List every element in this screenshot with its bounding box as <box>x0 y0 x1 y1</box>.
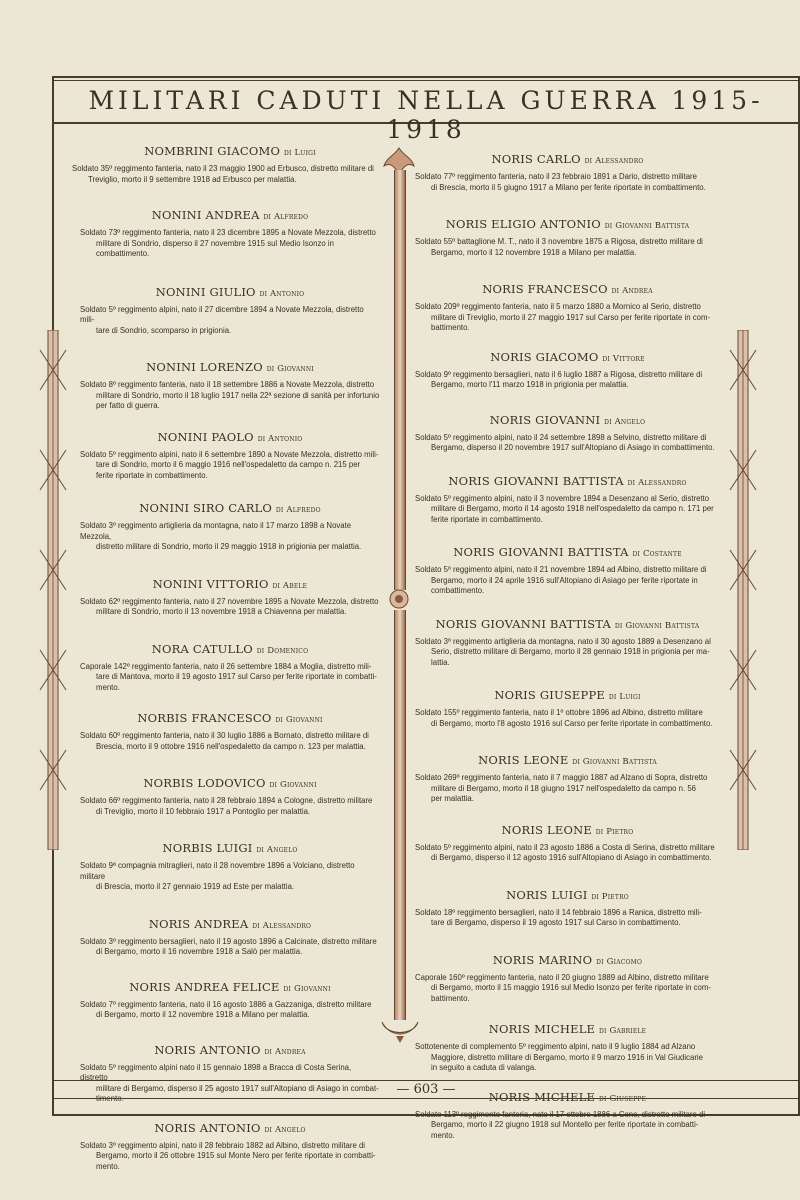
entry <box>415 1022 720 1074</box>
entry <box>415 474 720 526</box>
right-column <box>415 128 720 1141</box>
entry-description: Soldato 3º reggimento artiglieria da montagna, nato il 17 marzo 1898 a Novate Mezzola, distretto militare di Sondrio, morto il 29 maggio 1918 in prigionia per malattia. <box>80 521 362 551</box>
entry <box>80 577 380 618</box>
entry-description: Soldato 5º reggimento alpini, nato il 6 settembre 1890 a Novate Mezzola, distretto mili- tare di Sondrio, morto il 6 maggio 1916 nell'ospedaletto da campo n. 215 per ferite riportate in combattimento. <box>80 449 379 480</box>
entry-name: NORIS LEONE di Pietro <box>501 822 634 837</box>
entry-description: Soldato 209º reggimento fanteria, nato il 5 marzo 1880 a Mornico al Serio, distretto militare di Treviglio, morto il 27 maggio 1917 sul Carso per ferite riportate in com- battimento. <box>415 302 711 332</box>
entry-name: NOMBRINI GIACOMO di Luigi <box>144 144 316 158</box>
entry <box>80 501 380 553</box>
entry-description: Soldato 66º reggimento fanteria, nato il 28 febbraio 1894 a Cologne, distretto militare di Treviglio, morto il 10 febbraio 1917 a Pontoglio per malattia. <box>80 796 373 816</box>
entry-name: NORIS LUIGI di Pietro <box>506 887 629 902</box>
entry-description: Soldato 155º reggimento fanteria, nato il 1º ottobre 1896 ad Albino, distretto militare di Bergamo, morto l'8 agosto 1916 sul Carso per ferite riportate in combattimento. <box>415 708 713 728</box>
entry <box>80 841 380 893</box>
entry-name: NORIS FRANCESCO di Andrea <box>482 282 653 296</box>
entry-description: Soldato 3º reggimento alpini, nato il 28 febbraio 1882 ad Albino, distretto militare di Bergamo, morto il 26 ottobre 1915 sul Monte Nero per ferite riportate in combatti- mento. <box>80 1140 376 1171</box>
entry-name: NORIS GIACOMO di Vittore <box>490 349 645 364</box>
entry-description: Soldato 3º reggimento artiglieria da montagna, nato il 30 agosto 1889 a Desenzano al Serio, distretto militare di Bergamo, morto il 28 gennaio 1918 in prigionia per ma- lattia. <box>415 636 711 667</box>
entry-name: NORA CATULLO di Domenico <box>151 641 309 656</box>
entry <box>415 413 720 454</box>
entry <box>415 350 720 391</box>
entry-description: Soldato 269º reggimento fanteria, nato il 7 maggio 1887 ad Alzano di Sopra, distretto militare di Bergamo, morto il 18 giugno 1917 nell'ospedaletto da campo n. 56 per malattia. <box>415 773 708 803</box>
entry-description: Soldato 5º reggimento alpini nato il 15 gennaio 1898 a Bracca di Costa Serina, distretto militare di Bergamo, disperso il 25 agosto 1917 sull'Altopiano di Asiago in combat- timento. <box>80 1062 379 1103</box>
entry-name: NORIS ANDREA di Alessandro <box>148 916 312 931</box>
entry-description: Soldato 3º reggimento bersaglieri, nato il 19 agosto 1896 a Calcinate, distretto militare di Bergamo, morto il 16 novembre 1918 a Salò per malattia. <box>80 936 377 956</box>
entry-description: Soldato 55º battaglione M. T., nato il 3 novembre 1875 a Rigosa, distretto militare di Bergamo, morto il 12 novembre 1918 a Milano per malattia. <box>415 237 703 257</box>
entry-name: NONINI LORENZO di Giovanni <box>146 360 314 374</box>
entry <box>72 144 380 185</box>
entry <box>80 917 380 958</box>
entry <box>80 1121 380 1173</box>
footer-rule-bottom <box>52 1098 800 1099</box>
rosette-icon <box>388 588 410 610</box>
entry-name: NORIS MARINO di Giacomo <box>492 952 643 967</box>
entry-description: Soldato 5º reggimento alpini, nato il 3 novembre 1894 a Desenzano al Serio, distretto militare di Bergamo, morto il 14 agosto 1918 nell'ospedaletto da campo n. 171 per ferite riportate in combattimento. <box>415 493 714 524</box>
entry <box>80 430 380 482</box>
entry-description: Soldato 77º reggimento fanteria, nato il 23 febbraio 1891 a Dario, distretto militare di Brescia, morto il 5 giugno 1917 a Milano per ferite riportate in combattimento. <box>415 172 706 192</box>
entry-name: NORIS GIOVANNI BATTISTA di Alessandro <box>448 473 687 488</box>
entry-name: NORIS ANDREA FELICE di Giovanni <box>129 979 331 994</box>
entry-name: NORBIS FRANCESCO di Giovanni <box>137 711 323 725</box>
page-title: MILITARI CADUTI NELLA GUERRA 1915-1918 <box>88 86 764 144</box>
entry <box>415 823 720 864</box>
entry <box>80 980 380 1021</box>
entry-description: Soldato 62º reggimento fanteria, nato il 27 novembre 1895 a Novate Mezzola, distretto militare di Sondrio, morto il 13 novembre 1918 a Chiavenna per malattia. <box>80 596 379 616</box>
entry <box>415 753 720 805</box>
entry-description: Caporale 142º reggimento fanteria, nato il 26 settembre 1884 a Moglia, distretto mili- tare di Mantova, morto il 19 agosto 1917 sul Carso per ferite riportate in combatti- mento. <box>80 661 377 692</box>
entry-description: Soldato 5º reggimento alpini, nato il 21 novembre 1894 ad Albino, distretto militare di Bergamo, morto il 24 aprile 1916 sull'Altopiano di Asiago per ferite riportate in combattimento. <box>415 565 707 595</box>
entry-name: NORIS GIUSEPPE di Luigi <box>494 688 641 702</box>
entry <box>415 617 720 669</box>
entry <box>80 360 380 412</box>
entry <box>415 888 720 929</box>
entry-name: NORIS MICHELE di Gabriele <box>488 1022 647 1036</box>
entry <box>415 152 720 193</box>
entry-name: NONINI PAOLO di Antonio <box>157 429 303 444</box>
entry-name: NORBIS LUIGI di Angelo <box>162 841 298 855</box>
torch-pole-upper <box>394 170 406 590</box>
entry <box>80 208 380 260</box>
entry <box>80 776 380 817</box>
entry-name: NORIS ELIGIO ANTONIO di Giovanni Battista <box>445 217 690 231</box>
entry-description: Soldato 60º reggimento fanteria, nato il 30 luglio 1886 a Bornato, distretto militare di Brescia, morto il 9 ottobre 1916 nell'ospedaletto da campo n. 123 per malattia. <box>80 731 369 751</box>
entry-description: Caporale 160º reggimento fanteria, nato il 20 giugno 1889 ad Albino, distretto militare di Bergamo, morto il 15 maggio 1916 sul Medio Isonzo per ferite riportate in com- battimento. <box>415 972 711 1003</box>
entry-name: NORIS MICHELE di Giuseppe <box>488 1089 647 1104</box>
entry-description: Soldato 73º reggimento fanteria, nato il 23 dicembre 1895 a Novate Mezzola, distretto militare di Sondrio, disperso il 27 novembre 1915 sul Medio Isonzo in combattimento. <box>80 228 376 258</box>
entry-name: NONINI GIULIO di Antonio <box>155 284 305 299</box>
entry-description: Soldato 18º reggimento bersaglieri, nato il 14 febbraio 1896 a Ranica, distretto mili- tare di Bergamo, disperso il 19 agosto 1917 sul Carso in combattimento. <box>415 907 702 927</box>
entry-description: Soldato 5º reggimento alpini, nato il 23 agosto 1886 a Costa di Serina, distretto militare di Bergamo, disperso il 12 agosto 1916 sull'Altopiano di Asiago in combattimento. <box>415 842 715 862</box>
entry-description: Soldato 9º reggimento bersaglieri, nato il 6 luglio 1887 a Rigosa, distretto militare di Bergamo, morto l'11 marzo 1918 in prigionia per malattia. <box>415 369 703 389</box>
left-column <box>72 128 380 1172</box>
entry-name: NORIS LEONE di Giovanni Battista <box>478 753 657 767</box>
entry-name: NONINI SIRO CARLO di Alfredo <box>139 501 321 515</box>
entry-description: Soldato 113º reggimento fanteria, nato il 17 ottobre 1886 a Cene, distretto militare di Bergamo, morto il 22 giugno 1918 sul Montello per ferite riportate in combatti- mento. <box>415 1109 706 1140</box>
entry <box>80 285 380 337</box>
entry-description: Soldato 7º reggimento fanteria, nato il 16 agosto 1886 a Gazzaniga, distretto militare di Bergamo, morto il 12 novembre 1918 a Milano per malattia. <box>80 999 372 1019</box>
entry-description: Soldato 35º reggimento fanteria, nato il 23 maggio 1900 ad Erbusco, distretto militare di Treviglio, morto il 9 settembre 1918 ad Erbusco per malattia. <box>72 164 374 184</box>
footer-rule-top <box>52 1080 800 1081</box>
entry-description: Sottotenente di complemento 5º reggimento alpini, nato il 9 luglio 1884 ad Alzano Maggiore, distretto militare di Bergamo, morto il 9 marzo 1916 in Val Giudicarie in seguito a caduta di valanga. <box>415 1042 703 1072</box>
right-fasces-ornament <box>726 330 760 850</box>
left-fasces-ornament <box>36 330 70 850</box>
torch-pole-lower <box>394 610 406 1020</box>
entry <box>415 545 720 597</box>
page-number: — 603 — <box>396 1082 456 1097</box>
entry-description: Soldato 8º reggimento fanteria, nato il 18 settembre 1886 a Novate Mezzola, distretto militare di Sondrio, morto il 18 luglio 1917 nella 22ª sezione di sanità per infortunio per fatto di guerra. <box>80 380 380 410</box>
entry <box>415 953 720 1005</box>
entry <box>80 642 380 694</box>
entry-name: NORIS GIOVANNI BATTISTA di Costante <box>453 545 682 559</box>
entry-description: Soldato 5º reggimento alpini, nato il 24 settembre 1898 a Selvino, distretto militare di Bergamo, disperso il 20 novembre 1917 sull'Altopiano di Asiago in combattimento. <box>415 432 715 452</box>
entry-name: NORIS CARLO di Alessandro <box>491 152 644 166</box>
entry-name: NORIS ANTONIO di Andrea <box>154 1042 306 1057</box>
entry-description: Soldato 9ª compagnia mitraglieri, nato il 28 novembre 1896 a Volciano, distretto militare di Brescia, morto il 27 gennaio 1919 ad Este per malattia. <box>80 861 355 891</box>
entry-name: NORIS GIOVANNI BATTISTA di Giovanni Battista <box>435 616 700 631</box>
entry-name: NONINI ANDREA di Alfredo <box>151 208 309 222</box>
entry <box>415 688 720 729</box>
entry <box>415 217 720 258</box>
entry-name: NORBIS LODOVICO di Giovanni <box>143 776 317 790</box>
entry-name: NORIS GIOVANNI di Angelo <box>489 412 646 427</box>
entry-name: NONINI VITTORIO di Abele <box>152 576 308 591</box>
entry <box>80 711 380 752</box>
entry-name: NORIS ANTONIO di Angelo <box>154 1120 306 1135</box>
entry-description: Soldato 5º reggimento alpini, nato il 27 dicembre 1894 a Novate Mezzola, distretto mili- tare di Sondrio, scomparso in prigionia. <box>80 304 364 335</box>
entry <box>415 282 720 334</box>
